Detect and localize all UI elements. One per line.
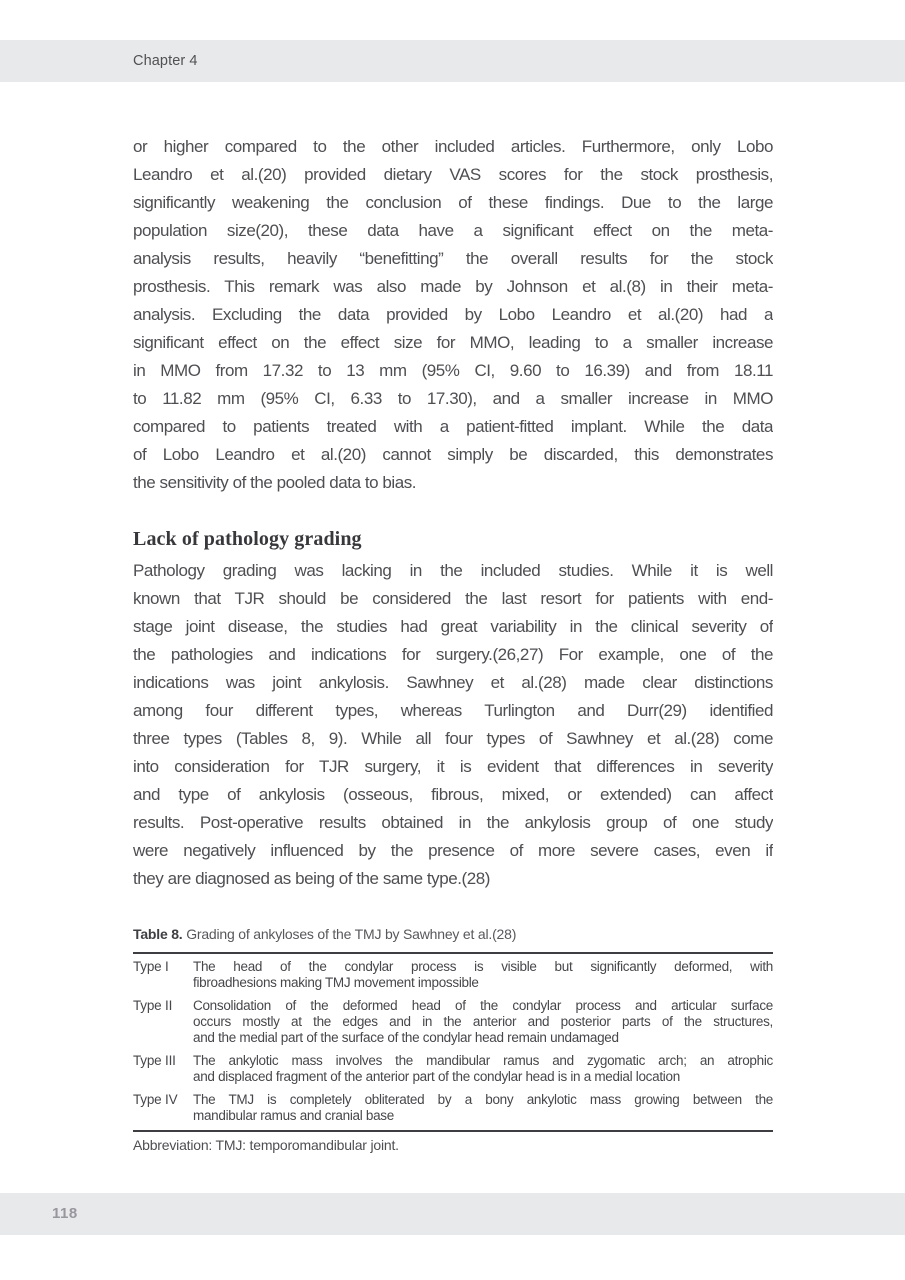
text-line: or higher compared to the other included articles. Furthermore, only Lobo <box>133 137 773 156</box>
row-type-label: Type II <box>133 998 173 1013</box>
text-line: significantly weakening the conclusion of these findings. Due to the large <box>133 193 773 212</box>
text-line: The ankylotic mass involves the mandibular ramus and zygomatic arch; an atrophic <box>193 1053 773 1068</box>
page-number: 118 <box>52 1205 78 1222</box>
text-line: fibroadhesions making TMJ movement impossible <box>193 975 479 990</box>
text-line: compared to patients treated with a patient-fitted implant. While the data <box>133 417 773 436</box>
text-line: and type of ankylosis (osseous, fibrous, mixed, or extended) can affect <box>133 785 773 804</box>
section-heading: Lack of pathology grading <box>133 528 362 550</box>
text-line: of Lobo Leandro et al.(20) cannot simply be discarded, this demonstrates <box>133 445 773 464</box>
row-type-label: Type I <box>133 959 169 974</box>
text-line: they are diagnosed as being of the same type.(28) <box>133 869 490 888</box>
text-line: analysis. Excluding the data provided by Lobo Leandro et al.(20) had a <box>133 305 773 324</box>
text-line: Pathology grading was lacking in the included studies. While it is well <box>133 561 773 580</box>
table-row <box>133 1053 773 1085</box>
table-row <box>133 998 773 1046</box>
table-caption-text: Grading of ankyloses of the TMJ by Sawhney et al.(28) <box>182 926 517 942</box>
text-line: the sensitivity of the pooled data to bias. <box>133 473 417 492</box>
paragraph-2 <box>133 557 773 893</box>
text-line: analysis results, heavily “benefitting” the overall results for the stock <box>133 249 773 268</box>
text-line: stage joint disease, the studies had great variability in the clinical severity of <box>133 617 773 636</box>
ankylosis-grading-table <box>133 952 773 1132</box>
text-line: The TMJ is completely obliterated by a bony ankylotic mass growing between the <box>193 1092 773 1107</box>
paragraph-2-text <box>133 557 773 893</box>
table-footnote: Abbreviation: TMJ: temporomandibular joint. <box>133 1137 399 1153</box>
text-line: and displaced fragment of the anterior part of the condylar head is in a medial location <box>193 1069 680 1084</box>
text-line: were negatively influenced by the presence of more severe cases, even if <box>133 841 773 860</box>
text-line: mandibular ramus and cranial base <box>193 1108 394 1123</box>
text-line: and the medial part of the surface of the condylar head remain undamaged <box>193 1030 619 1045</box>
row-description <box>193 998 773 1046</box>
text-line: occurs mostly at the edges and in the anterior and posterior parts of the structures, <box>193 1014 773 1029</box>
row-type-label: Type IV <box>133 1092 178 1107</box>
text-line: prosthesis. This remark was also made by Johnson et al.(8) in their meta- <box>133 277 773 296</box>
text-line: population size(20), these data have a significant effect on the meta- <box>133 221 773 240</box>
text-line: results. Post-operative results obtained in the ankylosis group of one study <box>133 813 773 832</box>
table-caption <box>133 925 773 943</box>
text-line: indications was joint ankylosis. Sawhney et al.(28) made clear distinctions <box>133 673 773 692</box>
text-line: significant effect on the effect size for MMO, leading to a smaller increase <box>133 333 773 352</box>
text-line: three types (Tables 8, 9). While all four types of Sawhney et al.(28) come <box>133 729 773 748</box>
row-type-label: Type III <box>133 1053 176 1068</box>
text-line: The head of the condylar process is visible but significantly deformed, with <box>193 959 773 974</box>
text-line: Consolidation of the deformed head of the condylar process and articular surface <box>193 998 773 1013</box>
row-description <box>193 1053 773 1085</box>
text-line: Leandro et al.(20) provided dietary VAS scores for the stock prosthesis, <box>133 165 773 184</box>
table-row <box>133 1092 773 1124</box>
text-line: the pathologies and indications for surgery.(26,27) For example, one of the <box>133 645 773 664</box>
paragraph-1-text <box>133 133 773 497</box>
row-description <box>193 1092 773 1124</box>
paragraph-1 <box>133 133 773 497</box>
text-line: into consideration for TJR surgery, it is evident that differences in severity <box>133 757 773 776</box>
text-line: known that TJR should be considered the last resort for patients with end- <box>133 589 773 608</box>
page-header-bar <box>0 40 905 82</box>
text-line: in MMO from 17.32 to 13 mm (95% CI, 9.60 to 16.39) and from 18.11 <box>133 361 773 380</box>
running-head: Chapter 4 <box>133 53 198 69</box>
text-line: among four different types, whereas Turlington and Durr(29) identified <box>133 701 773 720</box>
page-footer-bar <box>0 1193 905 1235</box>
table-row <box>133 959 773 991</box>
table-caption-label: Table 8. <box>133 926 183 942</box>
text-line: to 11.82 mm (95% CI, 6.33 to 17.30), and a smaller increase in MMO <box>133 389 773 408</box>
row-description <box>193 959 773 991</box>
